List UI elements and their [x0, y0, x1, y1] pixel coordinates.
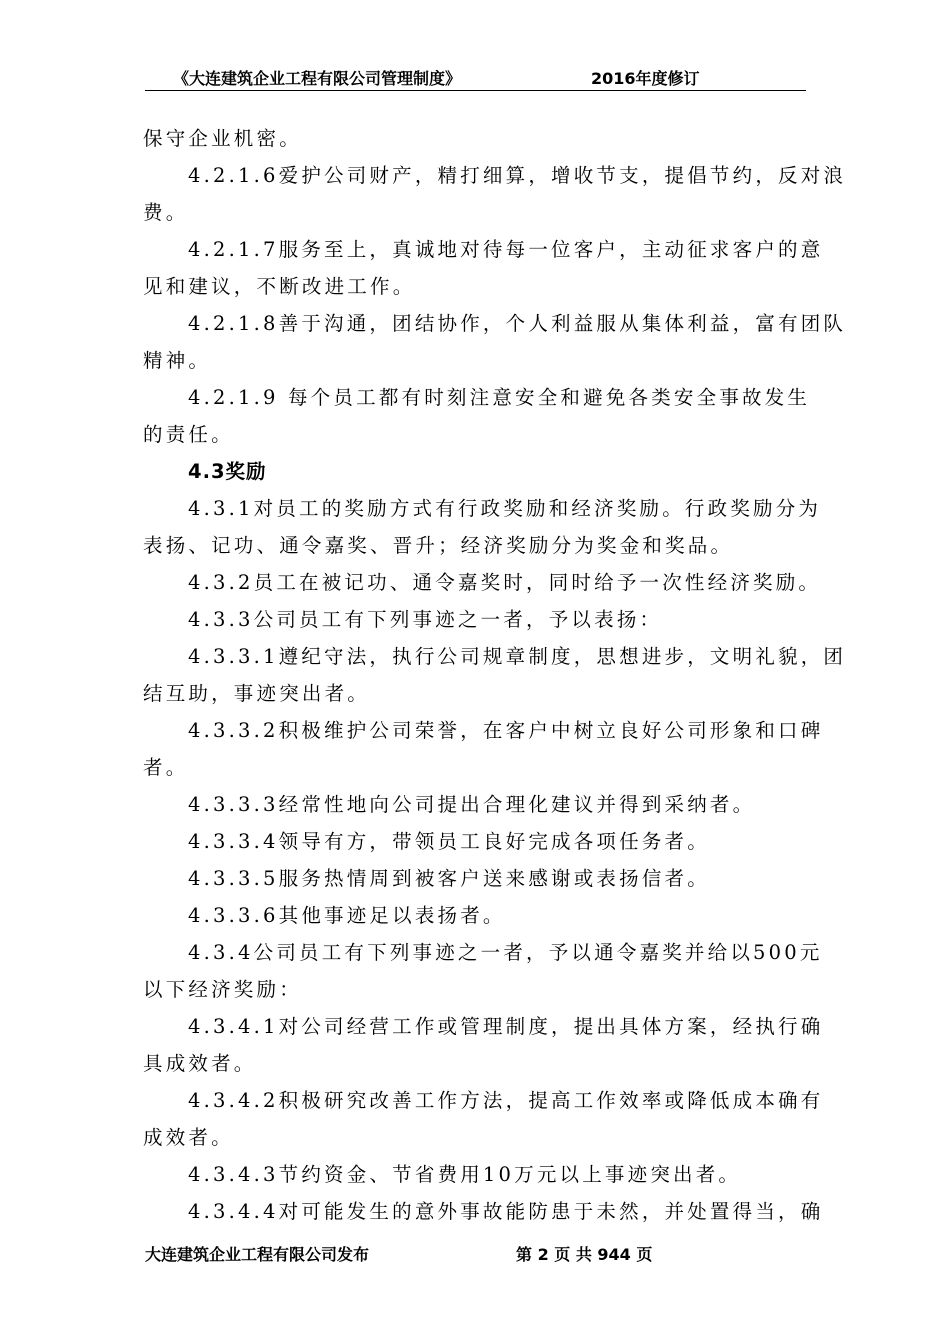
text-line: 4.3.4.3节约资金、节省费用10万元以上事迹突出者。 [188, 1163, 742, 1186]
text-line: 4.3.4.4对可能发生的意外事故能防患于未然，并处置得当，确 [188, 1200, 824, 1223]
text-line: 精神。 [143, 349, 212, 372]
text-line: 保守企业机密。 [143, 127, 302, 150]
text-line: 的责任。 [143, 423, 234, 446]
page-header [145, 62, 806, 91]
text-line: 4.3.3.1遵纪守法，执行公司规章制度，思想进步，文明礼貌，团 [188, 645, 847, 668]
text-line: 4.3.3.5服务热情周到被客户送来感谢或表扬信者。 [188, 867, 710, 890]
text-line: 者。 [143, 756, 189, 779]
text-line: 4.2.1.9 每个员工都有时刻注意安全和避免各类安全事故发生 [188, 386, 811, 409]
page-number: 第 2 页 共 944 页 [516, 1245, 653, 1264]
publisher-label: 大连建筑企业工程有限公司发布 [145, 1245, 370, 1264]
text-line: 表扬、记功、通令嘉奖、晋升；经济奖励分为奖金和奖品。 [143, 534, 734, 557]
section-heading: 4.3奖励 [188, 460, 267, 483]
text-line: 以下经济奖励： [143, 978, 302, 1001]
text-line: 4.3.3.6其他事迹足以表扬者。 [188, 904, 506, 927]
document-body [143, 120, 847, 1230]
text-line: 成效者。 [143, 1126, 234, 1149]
text-line: 具成效者。 [143, 1052, 257, 1075]
document-title: 《大连建筑企业工程有限公司管理制度》 [173, 69, 462, 88]
text-line: 4.3.3.4领导有方，带领员工良好完成各项任务者。 [188, 830, 710, 853]
text-line: 4.2.1.8善于沟通，团结协作，个人利益服从集体利益，富有团队 [188, 312, 847, 335]
text-line: 4.3.3.3经常性地向公司提出合理化建议并得到采纳者。 [188, 793, 756, 816]
text-line: 见和建议，不断改进工作。 [143, 275, 416, 298]
text-line: 4.3.4.2积极研究改善工作方法，提高工作效率或降低成本确有 [188, 1089, 824, 1112]
text-line: 结互助，事迹突出者。 [143, 682, 371, 705]
text-line: 费。 [143, 201, 189, 224]
text-line: 4.3.3公司员工有下列事迹之一者，予以表扬： [188, 608, 663, 631]
text-line: 4.2.1.7服务至上，真诚地对待每一位客户，主动征求客户的意 [188, 238, 824, 261]
text-line: 4.3.1对员工的奖励方式有行政奖励和经济奖励。行政奖励分为 [188, 497, 822, 520]
text-line: 4.2.1.6爱护公司财产，精打细算，增收节支，提倡节约，反对浪 [188, 164, 847, 187]
text-line: 4.3.4.1对公司经营工作或管理制度，提出具体方案，经执行确 [188, 1015, 824, 1038]
text-line: 4.3.4公司员工有下列事迹之一者，予以通令嘉奖并给以500元 [188, 941, 823, 964]
revision-label: 2016年度修订 [591, 69, 700, 88]
text-line: 4.3.2员工在被记功、通令嘉奖时，同时给予一次性经济奖励。 [188, 571, 822, 594]
text-line: 4.3.3.2积极维护公司荣誉，在客户中树立良好公司形象和口碑 [188, 719, 824, 742]
